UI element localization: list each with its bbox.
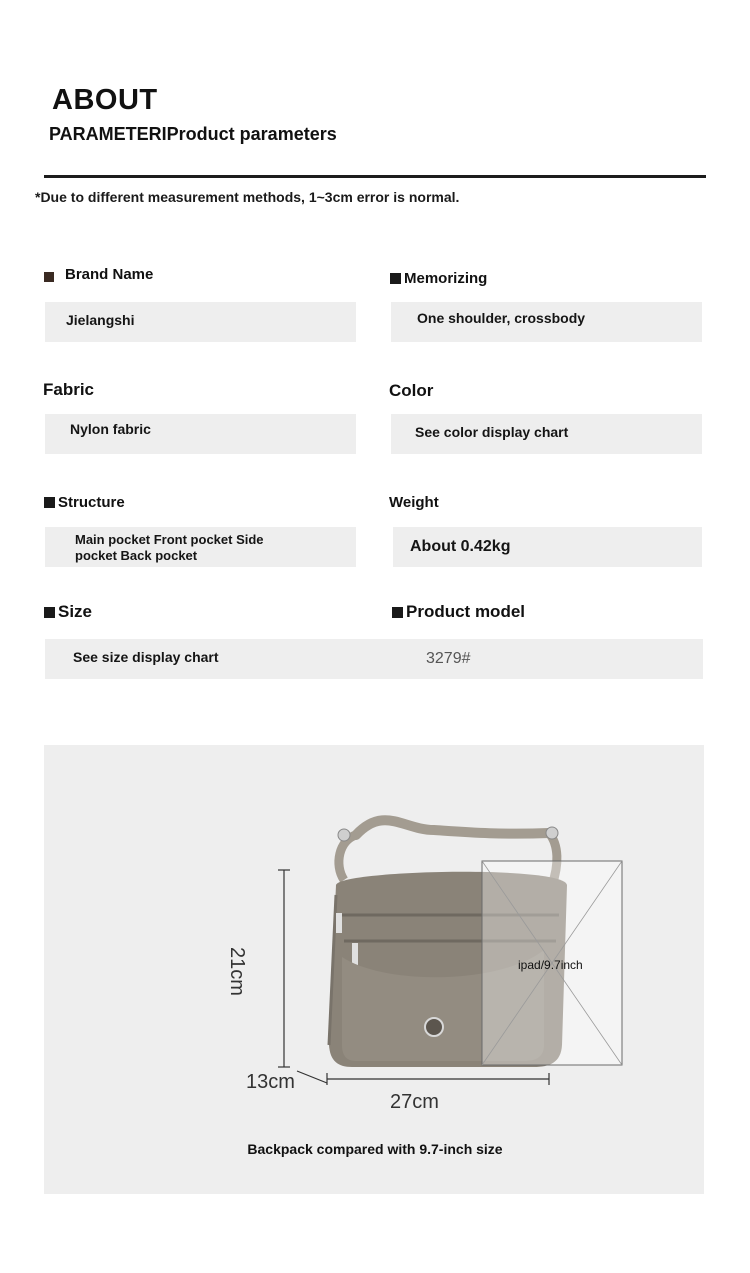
clip-icon — [546, 827, 558, 839]
page-title: ABOUT — [52, 84, 158, 116]
zip-pull-icon — [352, 943, 358, 965]
height-dimension: 21cm — [226, 947, 248, 996]
strap — [356, 820, 549, 835]
size-model-field — [45, 639, 703, 679]
depth-dimension-line — [297, 1071, 327, 1083]
strap-left — [339, 835, 356, 880]
measurement-note: *Due to different measurement methods, 1~3cm error is normal. — [35, 189, 460, 205]
size-label-text: Size — [58, 602, 93, 621]
memorizing-value: One shoulder, crossbody — [417, 310, 586, 326]
width-dimension: 27cm — [390, 1091, 439, 1113]
square-bullet-icon — [44, 607, 55, 618]
color-value: See color display chart — [415, 424, 569, 440]
brand-value: Jielangshi — [66, 312, 135, 328]
memorizing-label-text: Memorizing — [404, 270, 488, 287]
structure-value: Main pocket Front pocket Side pocket Back pocket — [75, 532, 264, 563]
square-bullet-icon — [390, 273, 401, 284]
weight-field — [393, 527, 702, 567]
square-bullet-icon — [392, 607, 403, 618]
brand-label-text: Brand Name — [65, 266, 154, 283]
brand-label — [44, 266, 153, 283]
model-value: 3279# — [426, 650, 471, 667]
bag-drawing — [44, 745, 704, 1194]
model-label — [392, 602, 525, 622]
illustration-caption: Backpack compared with 9.7-inch size — [247, 1141, 503, 1157]
size-value: See size display chart — [73, 649, 219, 665]
structure-label-text: Structure — [58, 494, 125, 511]
memorizing-field — [391, 302, 702, 342]
model-label-text: Product model — [406, 602, 526, 621]
zip-pull-icon — [336, 913, 342, 933]
memorizing-label — [390, 270, 487, 287]
structure-field — [45, 527, 356, 567]
logo-button-icon — [425, 1018, 443, 1036]
brand-field — [45, 302, 356, 342]
structure-label — [44, 494, 125, 511]
weight-label: Weight — [389, 494, 439, 511]
divider — [44, 175, 706, 178]
fabric-value: Nylon fabric — [70, 421, 151, 437]
size-label — [44, 602, 92, 622]
clip-icon — [338, 829, 350, 841]
square-bullet-icon — [44, 497, 55, 508]
color-field — [391, 414, 702, 454]
fabric-field — [45, 414, 356, 454]
depth-dimension: 13cm — [246, 1071, 295, 1093]
section-subtitle: PARAMETERIProduct parameters — [49, 124, 337, 144]
color-label: Color — [389, 381, 434, 400]
product-illustration — [44, 745, 704, 1194]
square-bullet-icon — [44, 272, 54, 282]
ipad-label: ipad/9.7inch — [518, 958, 583, 972]
weight-value: About 0.42kg — [410, 538, 511, 555]
fabric-label: Fabric — [43, 380, 95, 399]
